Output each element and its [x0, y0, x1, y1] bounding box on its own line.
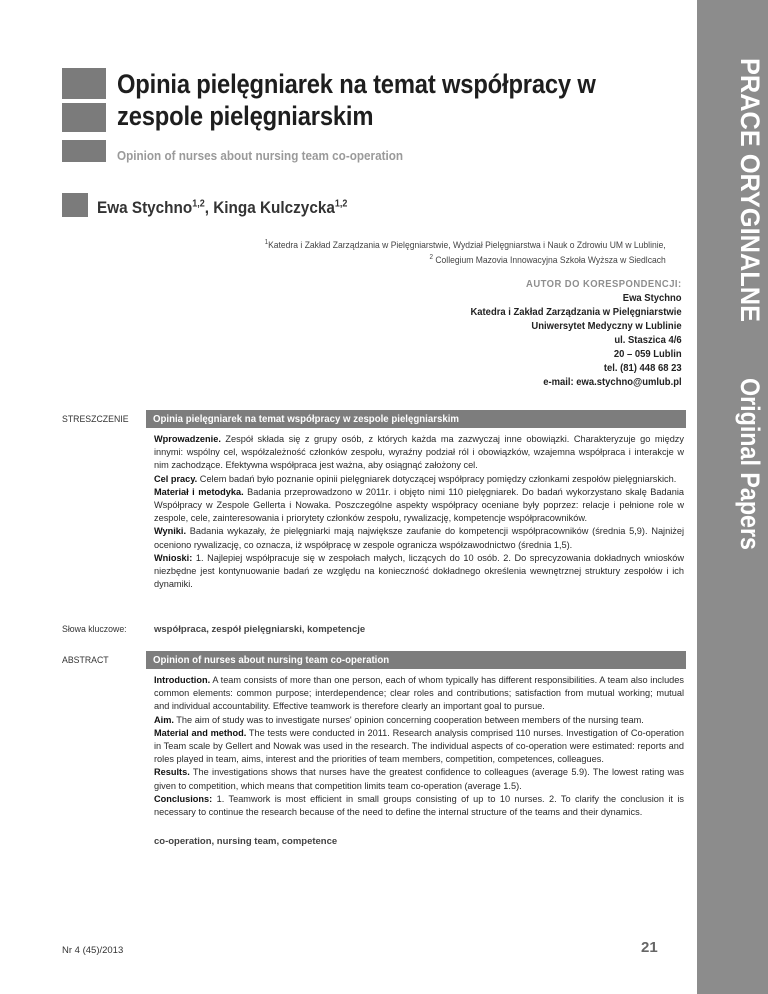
abstract-paragraph: Wyniki. Badania wykazały, że pielęgniarki mają największe zaufanie do kompetencji współpracowników (średnia 5,9). Najniżej oceniono rywalizację, co oznacza, iż współpracę w zespole ogranicza współzawodnictwo (średnia 1,5).	[154, 526, 684, 550]
streszczenie-body	[154, 433, 684, 591]
correspondence-line: tel. (81) 448 68 23	[604, 362, 682, 374]
correspondence-block	[471, 277, 682, 389]
correspondence-line: ul. Staszica 4/6	[614, 334, 682, 346]
abstract-paragraph: Aim. The aim of study was to investigate nurses' opinion concerning cooperation between members of the nursing team.	[154, 714, 644, 725]
abstract-paragraph: Introduction. A team consists of more than one person, each of whom typically has different responsibilities. A team also includes common elements: common purpose; interdependence; clear roles and contributions; satisfaction from mutual working; mutual and individual accountability. Effective teamwork is therefore clearly an important goal to pursue.	[154, 675, 684, 712]
author-name: Ewa Stychno	[97, 198, 193, 217]
correspondence-line: Uniwersytet Medyczny w Lublinie	[531, 320, 682, 332]
sidebar-labels	[697, 0, 768, 994]
abstract-paragraph: Conclusions: 1. Teamwork is most efficient in small groups consisting of up to 10 nurses. 2. To clarify the conclusion it is necessary to continue the research because of the need to define the internal structure of the teams and their dynamics.	[154, 793, 684, 818]
correspondence-heading: AUTOR DO KORESPONDENCJI:	[526, 278, 682, 290]
abstract-paragraph: Results. The investigations shows that nurses have the greatest confidence to colleagues (average 5.9). The lowest rating was given to competition, which means that competition limits team co-operation (average 1.5).	[154, 767, 684, 791]
affiliation-line: Katedra i Zakład Zarządzania w Pielęgniarstwie, Wydział Pielęgniarstwa i Nauk o Zdrowiu UM w Lublinie,	[268, 240, 666, 252]
abstract-bar-title: Opinion of nurses about nursing team co-operation	[153, 654, 390, 666]
abstract-paragraph: Wprowadzenie. Zespół składa się z grupy osób, z których każda ma zazwyczaj inne obowiązki. Charakteryzuje go między innymi: wspólny cel, współzależność członków zespołu, wyraźny podział ról i obowiązków, wzajemna współpraca i interakcje w nim zachodzące. Efektywna współpraca jest ważna, aby osiągnąć założony cel.	[154, 434, 684, 471]
abstract-paragraph: Material and method. The tests were conducted in 2011. Research analysis comprised 110 nurses. Investigation of Co-operation in Team scale by Gellert and Nowak was used in the research. The individual aspects of co-operation were estimated: reports and roles played in team, aims, interest and the priorities of team members, competition, competences, colleagues.	[154, 727, 684, 765]
correspondence-email: e-mail: ewa.stychno@umlub.pl	[543, 376, 682, 388]
author-marker-square	[62, 193, 88, 217]
abstract-paragraph: Cel pracy. Celem badań było poznanie opinii pielęgniarek dotyczącej współpracy pomiędzy członkami zespołów pielęgniarskich.	[154, 473, 677, 484]
streszczenie-label: STRESZCZENIE	[62, 414, 129, 425]
correspondence-line: 20 – 059 Lublin	[614, 348, 682, 360]
subtitle-marker-square	[62, 140, 106, 162]
affiliation-line: Collegium Mazovia Innowacyjna Szkoła Wyższa w Siedlcach	[435, 255, 666, 267]
abstract-paragraph: Wnioski: 1. Najlepiej współpracuje się w zespołach małych, liczących do 10 osób. 2. Do sprecyzowania dokładnych wniosków niezbędne jest kontynuowanie badań ze względu na konieczność dokładnego określenia wewnętrznej struktury zespołów i ich dynamiki.	[154, 552, 684, 590]
streszczenie-title-bar	[146, 410, 686, 428]
keywords-label: Słowa kluczowe:	[62, 624, 127, 635]
author-list: Ewa Stychno$^{1,2}$, Kinga Kulczycka$^{1,2}$	[97, 198, 348, 217]
title-marker-square	[62, 68, 106, 99]
page-number: 21	[641, 939, 658, 956]
title-marker-square-2	[62, 103, 106, 132]
correspondence-line: Katedra i Zakład Zarządzania w Pielęgniarstwie	[470, 306, 682, 318]
article-title: Opinia pielęgniarek na temat współpracy w zespole pielęgniarskim	[117, 69, 596, 131]
author-name: Kinga Kulczycka	[213, 198, 335, 217]
article-subtitle: Opinion of nurses about nursing team co-operation	[117, 148, 404, 163]
abstract-paragraph: Materiał i metodyka. Badania przeprowadzono w 2011r. i objęto nimi 110 pielęgniarek. Do badań wykorzystano skalę Badania Współpracy w Zespole Gellerta i Nowaka. Poszczególne aspekty współpracy oceniane były poprzez: relacje i pełnione role w zespole, cele, zainteresowania i priorytety członków zespołu, rywalizację, kompetencje współpracowników.	[154, 486, 684, 524]
abstract-label: ABSTRACT	[62, 655, 109, 666]
author-affiliation-ref: 1,2	[334, 198, 348, 210]
keywords-pl: współpraca, zespół pielęgniarski, kompetencje	[154, 624, 366, 635]
author-affiliation-ref: 1,2	[192, 198, 205, 210]
issue-number: Nr 4 (45)/2013	[62, 945, 124, 956]
abstract-title-bar	[146, 651, 686, 669]
section-label-en: Original Papers	[735, 378, 765, 578]
section-label-pl: PRACE ORYGINALNE	[735, 58, 765, 340]
streszczenie-bar-title: Opinia pielęgniarek na temat współpracy w zespole pielęgniarskim	[153, 413, 460, 425]
correspondence-line: Ewa Stychno	[623, 292, 682, 304]
affiliations: $^1$Katedra i Zakład Zarządzania w Pielęgniarstwie, Wydział Pielęgniarstwa i Nauk o Zdrowiu UM w Lublinie, $^2$ Collegium Mazovia Innowacyjna Szkoła Wyższa w Siedlcach	[264, 239, 666, 267]
abstract-body	[154, 674, 684, 819]
keywords-en: co-operation, nursing team, competence	[154, 836, 338, 847]
